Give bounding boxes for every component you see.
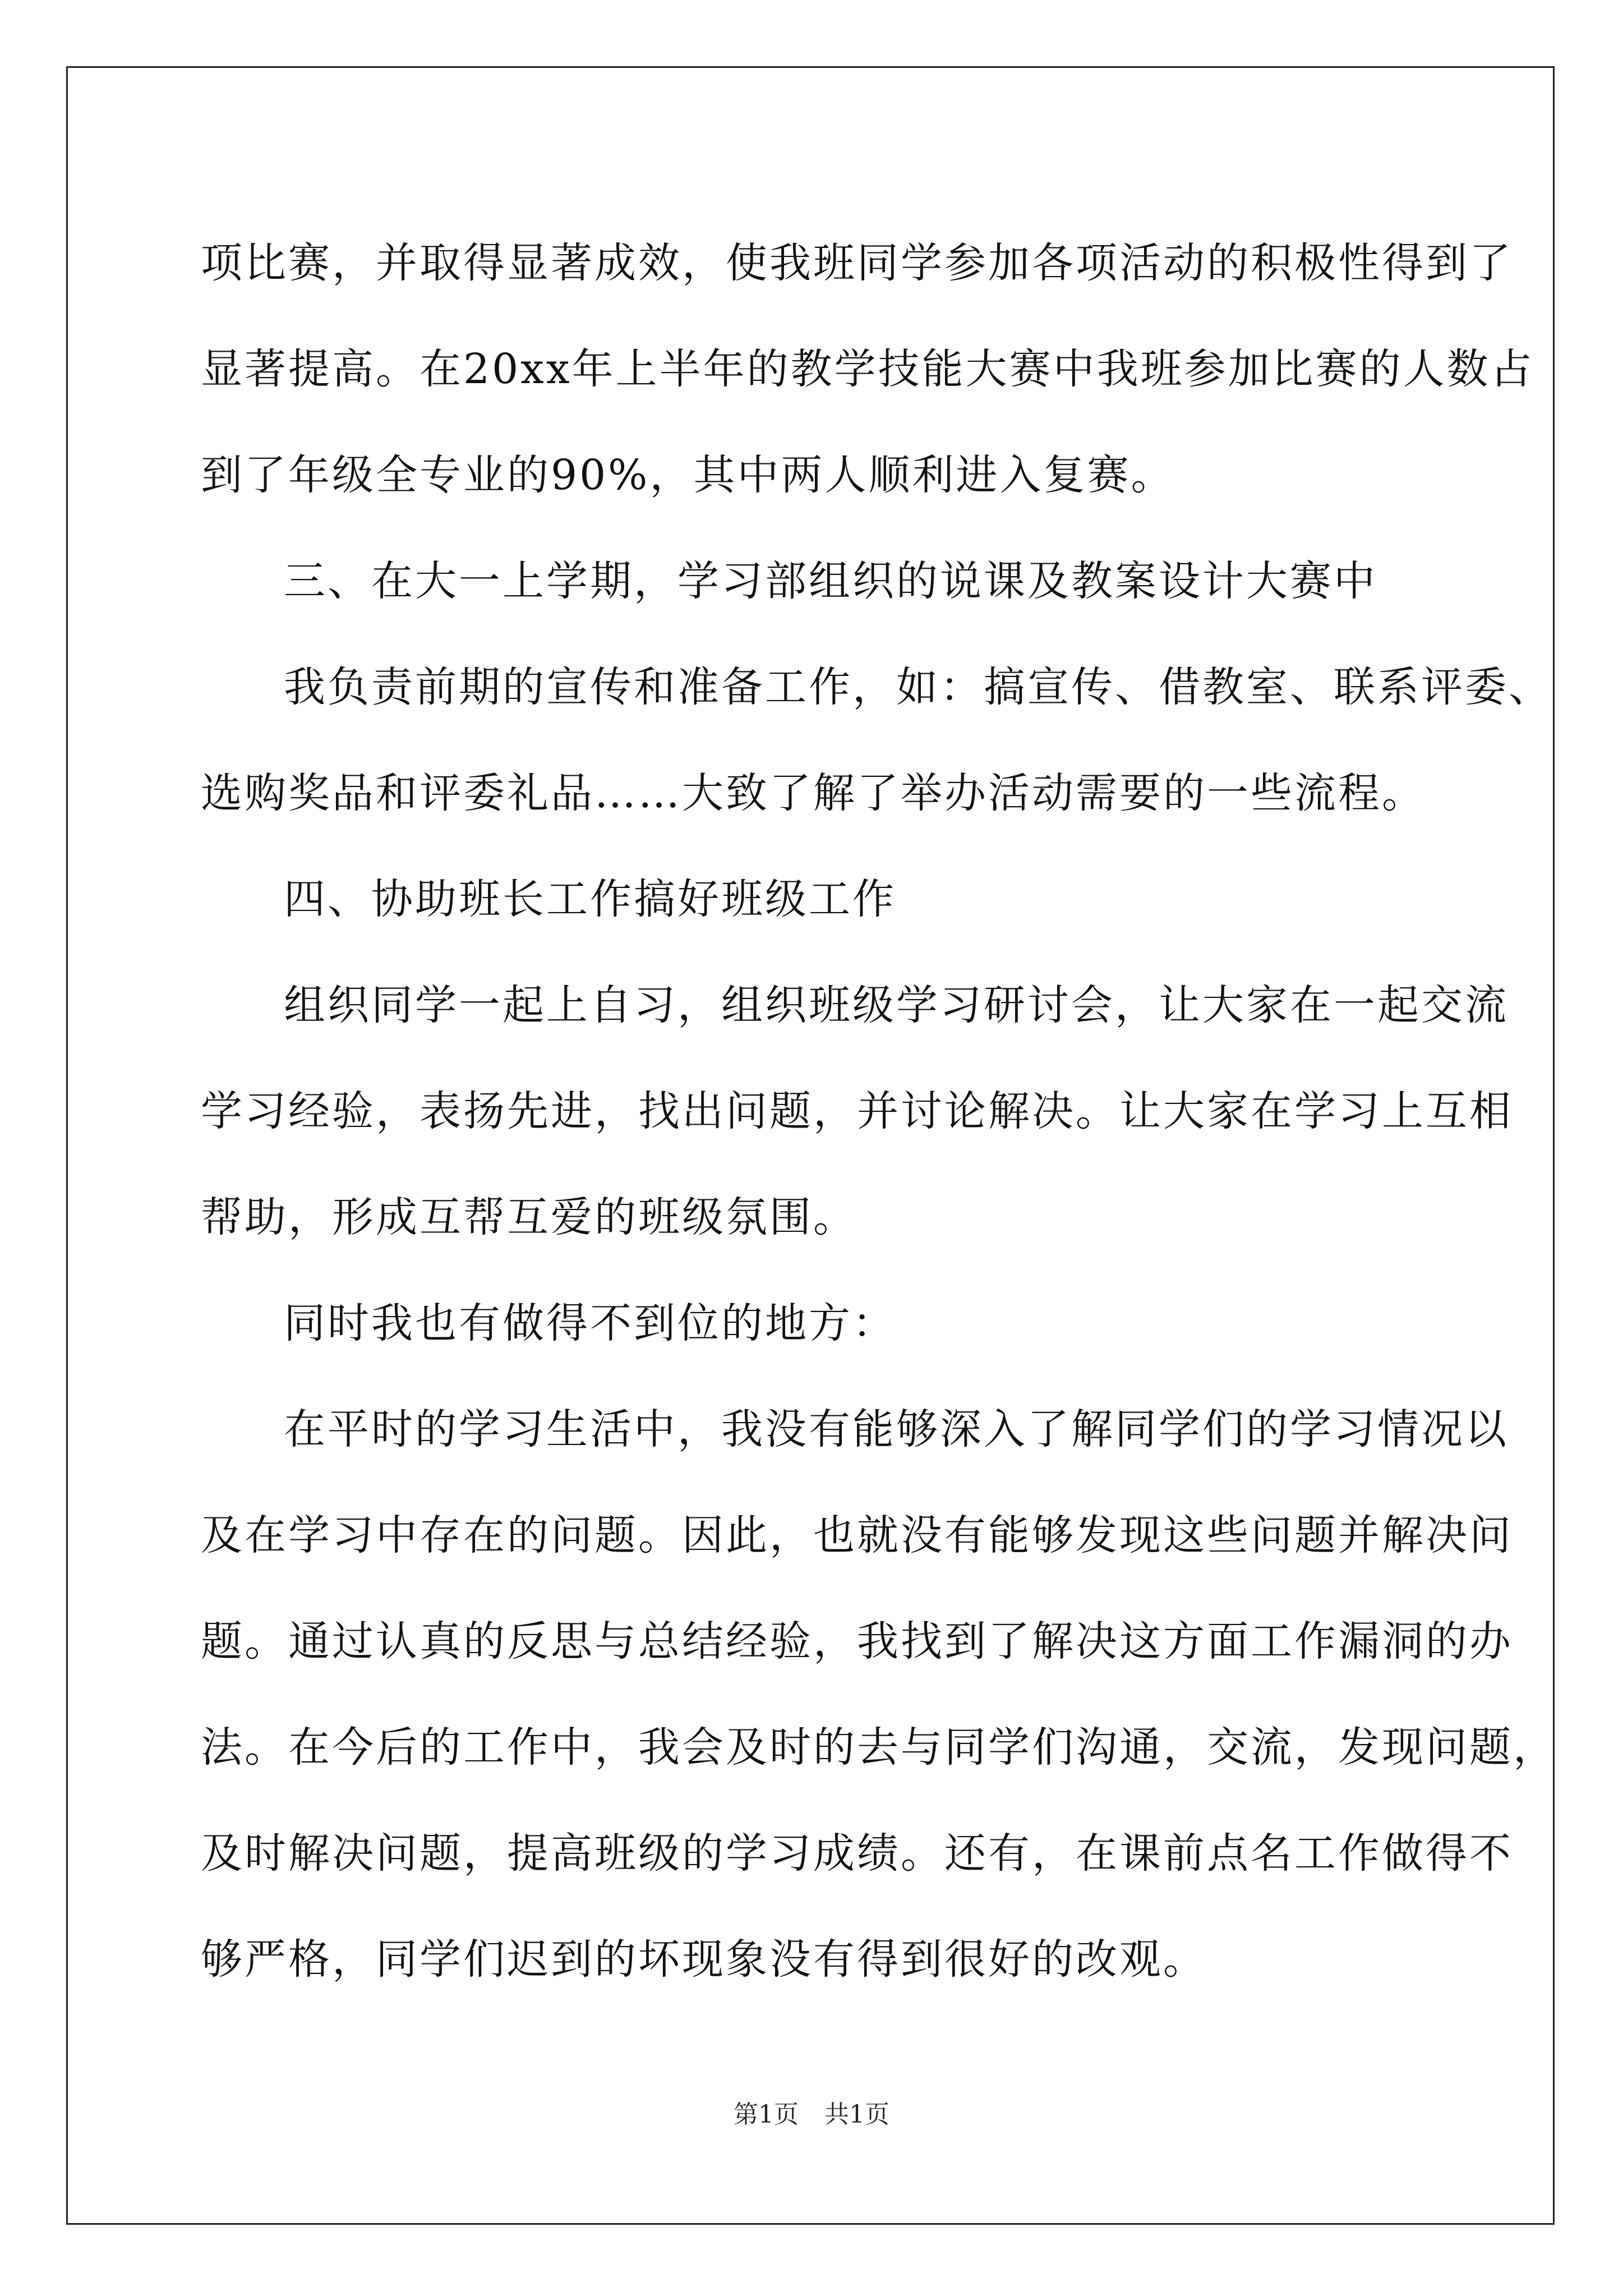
text-line: 在平时的学习生活中，我没有能够深入了解同学们的学习情况以	[284, 1405, 1509, 1453]
page-number: 第1页	[734, 2100, 799, 2129]
text-line: 组织同学一起上自习，组织班级学习研讨会，让大家在一起交流	[284, 981, 1509, 1029]
text-line: 及时解决问题，提高班级的学习成绩。还有，在课前点名工作做得不	[201, 1829, 1513, 1878]
section-heading: 三、在大一上学期，学习部组织的说课及教案设计大赛中	[284, 557, 1377, 605]
text-line: 学习经验，表扬先进，找出问题，并讨论解决。让大家在学习上互相	[201, 1087, 1513, 1135]
section-heading: 四、协助班长工作搞好班级工作	[284, 875, 896, 923]
document-body	[201, 210, 1557, 2013]
text-line: 够严格，同学们迟到的坏现象没有得到很好的改观。	[201, 1935, 1207, 1984]
text-line: 我负责前期的宣传和准备工作，如：搞宣传、借教室、联系评委、	[284, 663, 1552, 711]
page-total: 共1页	[824, 2100, 889, 2129]
text-line: 帮助，形成互帮互爱的班级氛围。	[201, 1193, 857, 1241]
text-line: 到了年级全专业的90%，其中两人顺利进入复赛。	[201, 451, 1175, 499]
text-line: 选购奖品和评委礼品……大致了解了举办活动需要的一些流程。	[201, 769, 1426, 817]
text-line: 法。在今后的工作中，我会及时的去与同学们沟通，交流，发现问题，	[201, 1723, 1557, 1772]
text-line: 同时我也有做得不到位的地方：	[284, 1299, 896, 1347]
text-line: 显著提高。在20xx年上半年的教学技能大赛中我班参加比赛的人数占	[201, 345, 1534, 393]
text-line: 题。通过认真的反思与总结经验，我找到了解决这方面工作漏洞的办	[201, 1617, 1513, 1665]
text-line: 及在学习中存在的问题。因此，也就没有能够发现这些问题并解决问	[201, 1511, 1513, 1559]
text-line: 项比赛，并取得显著成效，使我班同学参加各项活动的积极性得到了	[201, 239, 1513, 287]
page-footer	[0, 2098, 1623, 2132]
